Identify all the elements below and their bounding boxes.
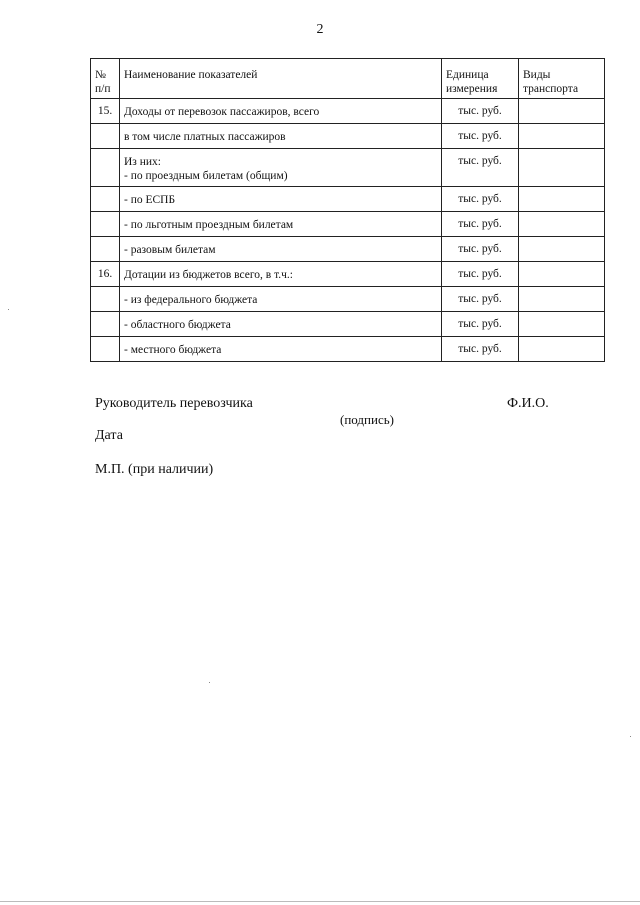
row-name [120, 312, 442, 337]
row-transport-cell [519, 237, 605, 262]
table-row [91, 99, 605, 124]
row-num [91, 212, 120, 237]
row-name-line: Дотации из бюджетов всего, в т.ч.: [124, 269, 293, 281]
date-label: Дата [95, 428, 123, 443]
row-num [91, 237, 120, 262]
row-name-line: - разовым билетам [124, 244, 216, 256]
row-unit: тыс. руб. [442, 99, 519, 124]
table-row [91, 337, 605, 362]
header-name [120, 59, 442, 99]
row-name [120, 212, 442, 237]
row-num [91, 187, 120, 212]
row-transport-cell [519, 262, 605, 287]
table-row [91, 262, 605, 287]
row-num [91, 337, 120, 362]
row-unit: тыс. руб. [442, 212, 519, 237]
signature-label: (подпись) [340, 412, 394, 427]
row-name-line: - из федерального бюджета [124, 294, 258, 306]
row-unit: тыс. руб. [442, 262, 519, 287]
row-num [91, 149, 120, 187]
row-name-line: Из них: [124, 156, 161, 168]
header-transport [519, 59, 605, 99]
row-name-line: - местного бюджета [124, 344, 222, 356]
stamp-label: М.П. (при наличии) [95, 462, 214, 477]
row-name-line: - по ЕСПБ [124, 194, 176, 206]
row-transport-cell [519, 287, 605, 312]
row-name-line: Доходы от перевозок пассажиров, всего [124, 106, 320, 118]
scan-speck [630, 736, 631, 737]
row-transport-cell [519, 337, 605, 362]
row-name-line: - по льготным проездным билетам [124, 219, 294, 231]
row-transport-cell [519, 149, 605, 187]
header-name-label: Наименование показателей [124, 69, 258, 81]
row-name [120, 262, 442, 287]
table-header-row [91, 59, 605, 99]
bottom-edge-line [0, 901, 640, 902]
table-row [91, 287, 605, 312]
row-num: 15. [91, 99, 120, 124]
row-unit: тыс. руб. [442, 237, 519, 262]
row-num: 16. [91, 262, 120, 287]
row-name [120, 149, 442, 187]
table-row [91, 212, 605, 237]
table-row [91, 312, 605, 337]
row-unit: тыс. руб. [442, 287, 519, 312]
row-transport-cell [519, 99, 605, 124]
row-name-line: в том числе платных пассажиров [124, 131, 286, 143]
header-unit-label: Единица измерения [446, 69, 498, 95]
header-transport-label: Виды транспорта [523, 69, 579, 95]
table-row [91, 237, 605, 262]
row-transport-cell [519, 187, 605, 212]
scan-speck [8, 309, 9, 310]
row-name-line: - областного бюджета [124, 319, 231, 331]
header-unit [442, 59, 519, 99]
row-unit: тыс. руб. [442, 124, 519, 149]
row-transport-cell [519, 212, 605, 237]
row-name [120, 287, 442, 312]
head-of-carrier-label: Руководитель перевозчика [95, 396, 253, 411]
row-name [120, 124, 442, 149]
row-num [91, 312, 120, 337]
table-row [91, 149, 605, 187]
row-num [91, 287, 120, 312]
fio-label: Ф.И.О. [507, 396, 549, 411]
row-name [120, 99, 442, 124]
row-name [120, 187, 442, 212]
row-name [120, 237, 442, 262]
table-row [91, 124, 605, 149]
header-num [91, 59, 120, 99]
table-row [91, 187, 605, 212]
row-name-line: - по проездным билетам (общим) [124, 170, 288, 182]
row-transport-cell [519, 312, 605, 337]
row-num [91, 124, 120, 149]
row-unit: тыс. руб. [442, 149, 519, 187]
indicators-table [90, 58, 605, 362]
row-unit: тыс. руб. [442, 312, 519, 337]
row-unit: тыс. руб. [442, 187, 519, 212]
scan-speck [209, 682, 210, 683]
row-name [120, 337, 442, 362]
row-transport-cell [519, 124, 605, 149]
page-number: 2 [316, 22, 324, 37]
row-unit: тыс. руб. [442, 337, 519, 362]
header-num-label: № п/п [95, 69, 111, 95]
